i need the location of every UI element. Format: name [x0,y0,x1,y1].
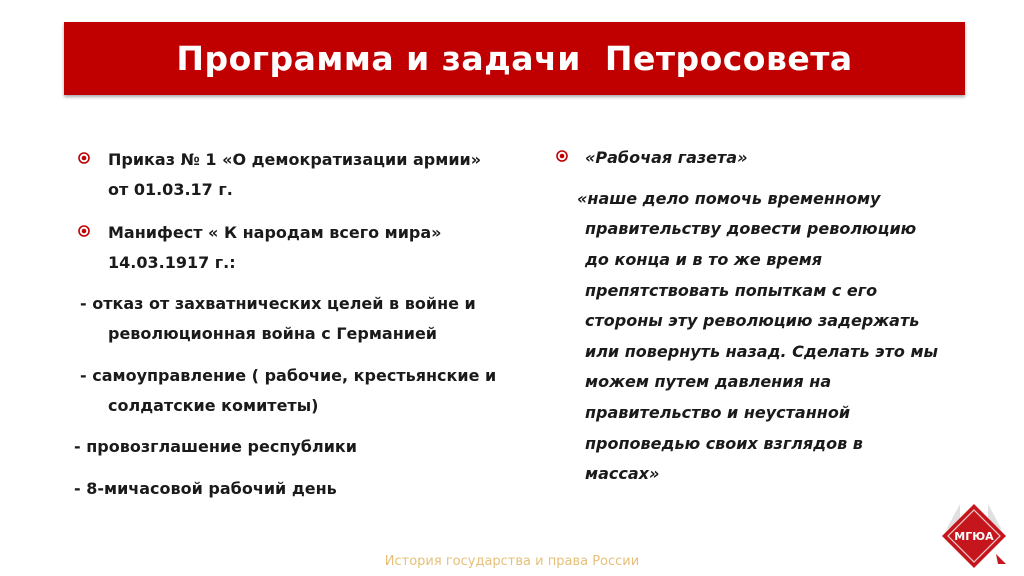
quote-line: препятствовать попыткам с его [585,281,878,300]
logo-text: МГЮА [954,530,994,543]
manifesto-line2: 14.03.1917 г.: [108,253,236,272]
order-no1-line1: Приказ № 1 «О демократизации армии» [108,150,482,169]
manifesto-line1: Манифест « К народам всего мира» [108,223,442,242]
quote-line: можем путем давления на [585,372,832,391]
point-self-government-line2: солдатские комитеты) [108,396,319,415]
footer-course-title: История государства и права России [384,554,640,569]
quote-line: до конца и в то же время [585,250,823,269]
bullet-ring-icon [78,152,90,164]
slide-title: Программа и задачи Петросовета [176,39,853,78]
point-no-conquest-line2: революционная война с Германией [108,324,438,343]
point-no-conquest-line1: - отказ от захватнических целей в войне и [80,294,476,313]
quote-line: стороны эту революцию задержать [585,311,920,330]
bullet-ring-icon [78,225,90,237]
point-workday: - 8-мичасовой рабочий день [74,479,337,498]
quote-line: массах» [585,464,660,483]
quote-line: или повернуть назад. Сделать это мы [585,342,939,361]
quote-line: проповедью своих взглядов в [585,434,863,453]
point-self-government-line1: - самоуправление ( рабочие, крестьянские и [80,366,497,385]
quote-line: правительству довести революцию [585,219,917,238]
quote-line: «наше дело помочь временному [577,189,881,208]
university-logo [938,500,1010,572]
point-republic: - провозглашение республики [74,437,357,456]
bullet-ring-icon [556,150,568,162]
title-banner [64,22,965,95]
order-no1-line2: от 01.03.17 г. [108,180,233,199]
quote-line: правительство и неустанной [585,403,851,422]
newspaper-heading: «Рабочая газета» [585,148,748,167]
